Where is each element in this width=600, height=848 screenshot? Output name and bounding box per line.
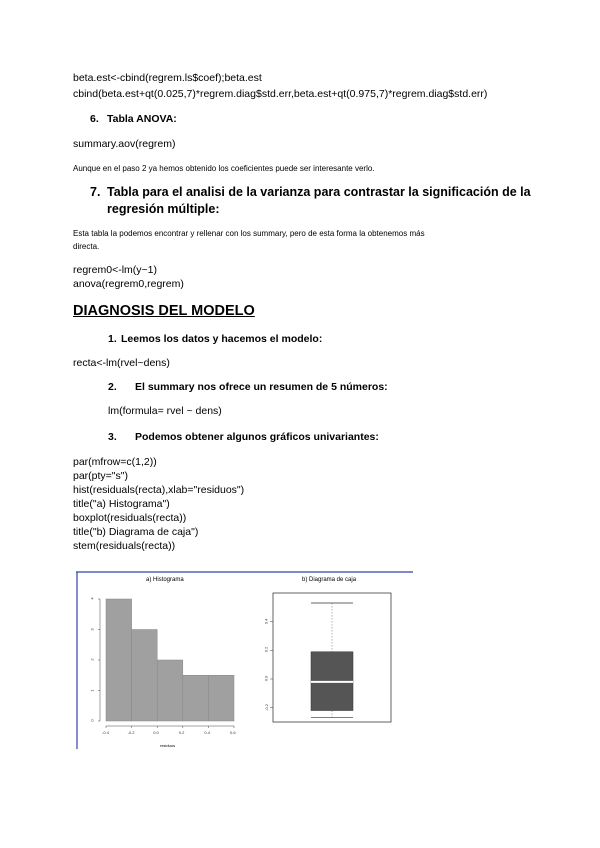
code-line-cbind: cbind(beta.est+qt(0.025,7)*regrem.diag$std.err,beta.est+qt(0.975,7)*regrem.diag$std.err) xyxy=(73,88,488,100)
histogram-bar xyxy=(183,675,209,721)
histogram-bar xyxy=(157,660,183,721)
note-sec7-line2: directa. xyxy=(73,242,100,251)
section-6-number: 6. xyxy=(90,113,99,125)
boxplot-y-tick-label: 0.2 xyxy=(263,647,269,653)
histogram-y-tick-label: 4 xyxy=(89,597,95,600)
section-7-title-line2: regresión múltiple: xyxy=(107,202,220,216)
code-par-mfrow: par(mfrow=c(1,2)) xyxy=(73,456,157,468)
histogram-plot xyxy=(98,599,234,728)
figure-svg xyxy=(76,571,413,749)
code-recta: recta<-lm(rvel~dens) xyxy=(73,357,170,369)
boxplot-y-tick-label: 0.0 xyxy=(263,675,269,682)
histogram-x-tick-label: 0.0 xyxy=(153,730,159,735)
histogram-x-tick-label: 0.2 xyxy=(178,730,185,735)
step-3-title: Podemos obtener algunos gráficos univariantes: xyxy=(135,431,379,443)
histogram-x-tick-label: 0.4 xyxy=(204,730,210,735)
histogram-y-tick-label: 2 xyxy=(89,658,95,661)
boxplot-title: b) Diagrama de caja xyxy=(302,577,357,583)
section-7-number: 7. xyxy=(90,185,101,199)
histogram-title: a) Histograma xyxy=(146,577,184,583)
histogram-y-tick-label: 0 xyxy=(89,719,95,722)
figure-plots xyxy=(76,571,413,749)
section-6-title: Tabla ANOVA: xyxy=(107,113,177,125)
boxplot-plot xyxy=(270,593,391,722)
code-regrem0: regrem0<-lm(y~1) xyxy=(73,264,158,276)
histogram-x-tick-label: -0.4 xyxy=(102,730,109,735)
histogram-bar xyxy=(106,599,132,721)
step-2-title: El summary nos ofrece un resumen de 5 números: xyxy=(135,381,388,393)
step-3-number: 3. xyxy=(108,431,117,443)
code-lm-formula: lm(formula= rvel ~ dens) xyxy=(108,405,222,417)
diagnosis-title: DIAGNOSIS DEL MODELO xyxy=(73,303,255,319)
code-title-hist: title("a) Histograma") xyxy=(73,498,170,510)
histogram-x-tick-label: 0.6 xyxy=(230,730,236,735)
note-aov: Aunque en el paso 2 ya hemos obtenido los coeficientes puede ser interesante verlo. xyxy=(73,164,375,173)
step-1-number: 1. xyxy=(108,333,117,345)
boxplot-y-tick-label: -0.2 xyxy=(263,703,269,711)
histogram-bar xyxy=(132,630,158,722)
code-line-beta-est: beta.est<-cbind(regrem.ls$coef);beta.est xyxy=(73,72,262,84)
histogram-y-tick-label: 3 xyxy=(89,627,95,631)
histogram-xlabel: residuos xyxy=(160,743,176,748)
code-title-box: title("b) Diagrama de caja") xyxy=(73,526,199,538)
section-7-title-line1: Tabla para el analisi de la varianza para contrastar la significación de la xyxy=(107,185,531,199)
histogram-x-tick-label: -0.2 xyxy=(127,730,135,735)
note-sec7-line1: Esta tabla la podemos encontrar y rellenar con los summary, pero de esta forma la obtenemos más xyxy=(73,229,425,238)
code-boxplot: boxplot(residuals(recta)) xyxy=(73,512,187,524)
boxplot-y-tick-label: 0.4 xyxy=(263,618,269,624)
code-anova: anova(regrem0,regrem) xyxy=(73,278,184,290)
step-1-title: Leemos los datos y hacemos el modelo: xyxy=(121,333,323,345)
histogram-bar xyxy=(208,675,234,721)
histogram-y-tick-label: 1 xyxy=(89,688,95,692)
code-par-pty: par(pty="s") xyxy=(73,470,129,482)
code-summary-aov: summary.aov(regrem) xyxy=(73,138,176,150)
step-2-number: 2. xyxy=(108,381,117,393)
code-hist: hist(residuals(recta),xlab="residuos") xyxy=(73,484,245,496)
code-stem: stem(residuals(recta)) xyxy=(73,540,176,552)
